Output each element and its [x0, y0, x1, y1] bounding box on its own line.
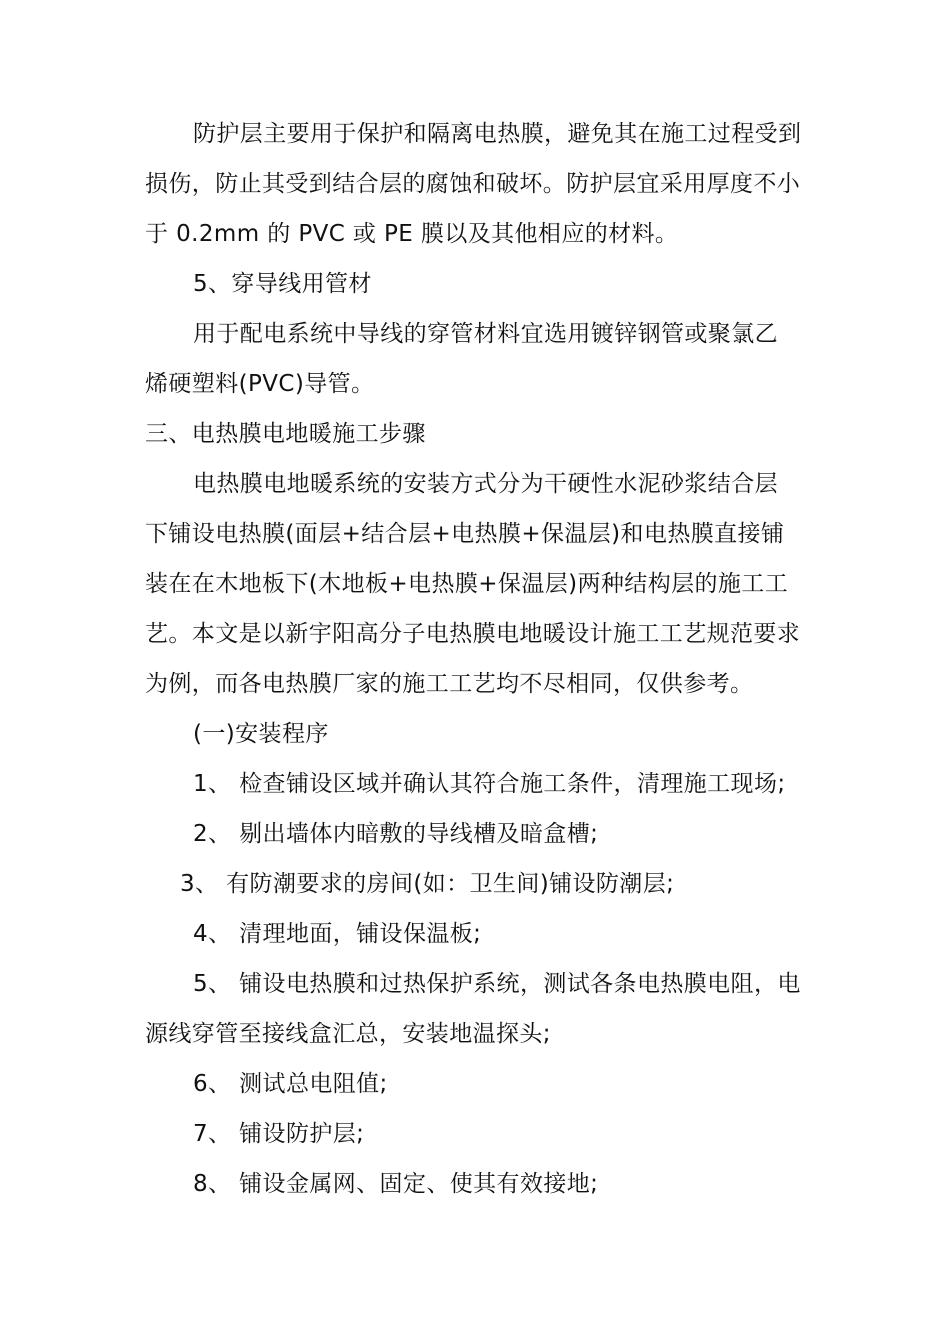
text-line: 下铺设电热膜(面层+结合层+电热膜+保温层)和电热膜直接铺 [145, 521, 785, 547]
text-line: 烯硬塑料(PVC)导管。 [145, 371, 375, 397]
text-line: 损伤，防止其受到结合层的腐蚀和破坏。防护层宜采用厚度不小 [145, 171, 801, 197]
list-item: 2、 剔出墙体内暗敷的导线槽及暗盒槽; [193, 821, 599, 847]
text-line: 为例，而各电热膜厂家的施工工艺均不尽相同，仅供参考。 [145, 671, 754, 697]
text-line: 防护层主要用于保护和隔离电热膜，避免其在施工过程受到 [193, 121, 802, 147]
list-item-continuation: 源线穿管至接线盒汇总，安装地温探头; [145, 1021, 551, 1047]
text-line: 用于配电系统中导线的穿管材料宜选用镀锌钢管或聚氯乙 [193, 321, 778, 347]
list-item: 3、 有防潮要求的房间(如：卫生间)铺设防潮层; [180, 871, 675, 897]
list-item: 5、 铺设电热膜和过热保护系统，测试各条电热膜电阻，电 [193, 971, 801, 997]
text-line: 装在在木地板下(木地板+电热膜+保温层)两种结构层的施工工 [145, 571, 789, 597]
list-item: 1、 检查铺设区域并确认其符合施工条件，清理施工现场; [193, 771, 786, 797]
list-item: 7、 铺设防护层; [193, 1121, 365, 1147]
text-line: 艺。本文是以新宇阳高分子电热膜电地暖设计施工工艺规范要求 [145, 621, 801, 647]
text-line: 电热膜电地暖系统的安装方式分为干硬性水泥砂浆结合层 [193, 471, 778, 497]
section-heading: 5、穿导线用管材 [193, 271, 372, 297]
list-item: 8、 铺设金属网、固定、使其有效接地; [193, 1171, 599, 1197]
subsection-heading: (一)安装程序 [193, 721, 329, 747]
text-line: 于 0.2mm 的 PVC 或 PE 膜以及其他相应的材料。 [145, 221, 679, 247]
list-item: 4、 清理地面，铺设保温板; [193, 921, 482, 947]
section-heading: 三、电热膜电地暖施工步骤 [145, 421, 426, 447]
list-item: 6、 测试总电阻值; [193, 1071, 388, 1097]
